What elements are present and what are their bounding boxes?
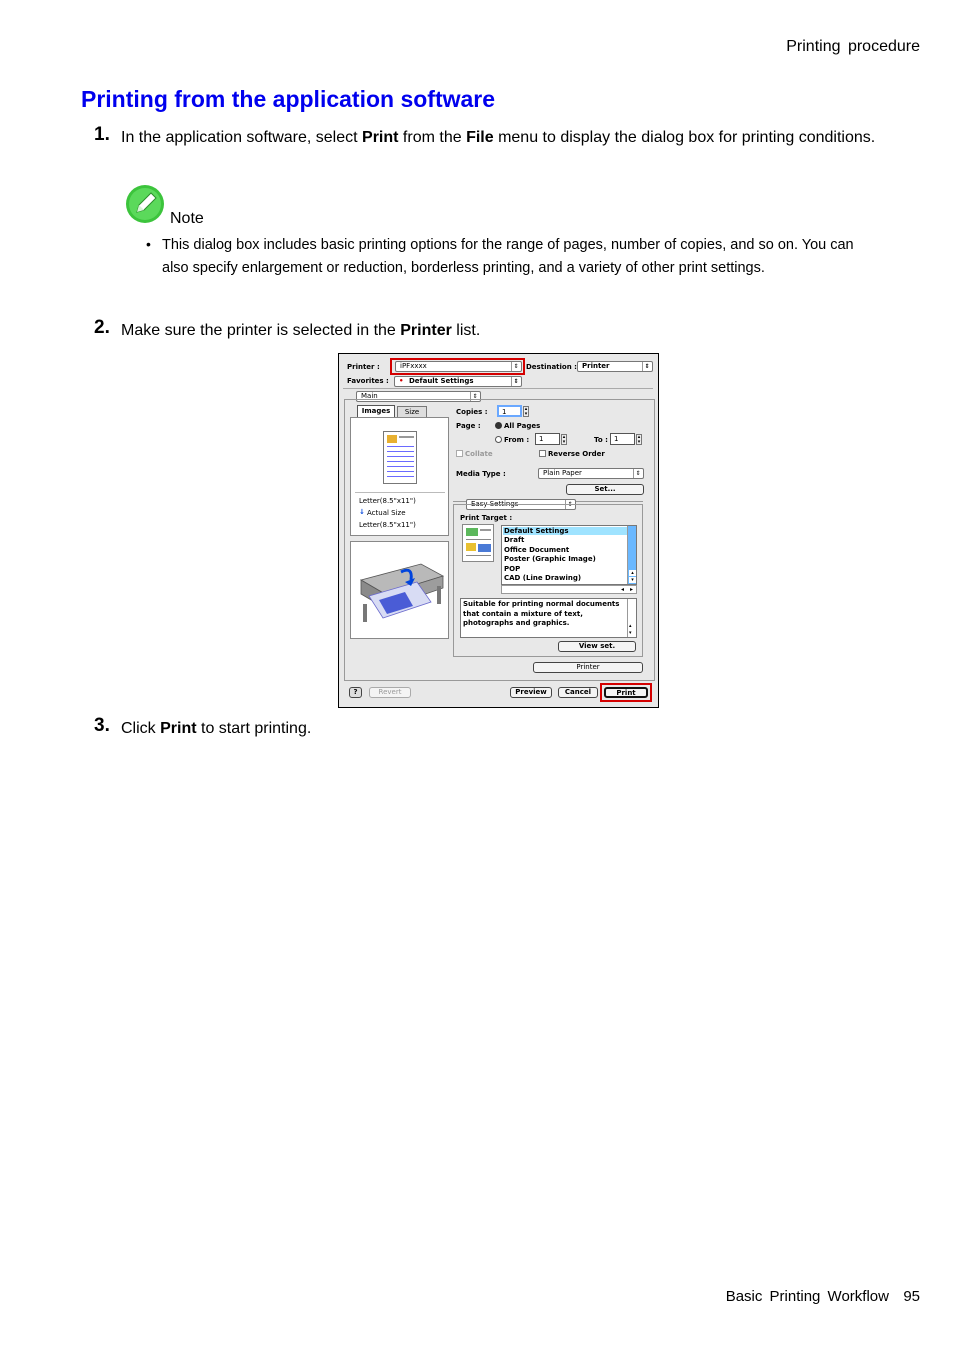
thumbnail-line bbox=[480, 529, 491, 531]
divider bbox=[343, 388, 653, 389]
all-pages-radio[interactable] bbox=[495, 422, 502, 429]
note-text: This dialog box includes basic printing options for the range of pages, number of copies, and so on. You can also specify enlargement or reduction, borderless printing, and a variety of other print settings. bbox=[162, 237, 854, 276]
media-type-select[interactable]: Plain Paper ⇕ bbox=[538, 468, 644, 479]
preview-button[interactable]: Preview bbox=[510, 687, 552, 698]
printer-illustration-panel bbox=[350, 541, 449, 639]
thumbnail-line bbox=[387, 456, 414, 457]
thumbnail-line bbox=[387, 461, 414, 462]
arrow-down-icon: ↓ bbox=[359, 508, 365, 516]
note-label: Note bbox=[170, 210, 204, 227]
panel-select[interactable]: Main ⇕ bbox=[356, 391, 481, 402]
list-item[interactable]: Poster (Graphic Image) bbox=[504, 555, 596, 563]
popup-arrows-icon: ⇕ bbox=[511, 362, 520, 371]
easy-settings-select[interactable]: Easy Settings ⇕ bbox=[466, 499, 576, 510]
running-header: Printing procedure bbox=[786, 38, 920, 55]
favorites-select[interactable]: • Default Settings ⇕ bbox=[394, 376, 522, 387]
reverse-order-checkbox[interactable] bbox=[539, 450, 546, 457]
cancel-button[interactable]: Cancel bbox=[558, 687, 598, 698]
copies-field[interactable]: 1 bbox=[497, 405, 522, 417]
all-pages-label: All Pages bbox=[504, 422, 541, 430]
copies-label: Copies : bbox=[456, 408, 488, 416]
page-preview-panel bbox=[350, 417, 449, 536]
print-dialog bbox=[338, 353, 659, 708]
print-target-label: Print Target : bbox=[460, 514, 513, 522]
print-button[interactable]: Print bbox=[604, 687, 648, 698]
destination-label: Destination : bbox=[526, 363, 577, 371]
note-bullet: • bbox=[146, 236, 151, 252]
step-2-number: 2. bbox=[94, 317, 110, 338]
list-scrollbar[interactable]: ▴ ▾ bbox=[627, 526, 636, 584]
destination-select[interactable]: Printer ⇕ bbox=[577, 361, 653, 372]
print-target-list[interactable] bbox=[501, 525, 637, 585]
favorite-dot-icon: • bbox=[399, 377, 404, 385]
output-size-line: Letter(8.5"x11") bbox=[359, 521, 416, 529]
thumbnail-line bbox=[387, 451, 414, 452]
thumbnail-image-icon bbox=[387, 435, 397, 443]
print-target-image-icon bbox=[462, 524, 494, 562]
step-2-text: Make sure the printer is selected in the Printer list. bbox=[121, 322, 481, 339]
thumbnail-line bbox=[387, 476, 414, 477]
set-button[interactable]: Set... bbox=[566, 484, 644, 495]
from-stepper[interactable]: ▴ ▾ bbox=[562, 434, 566, 445]
from-field[interactable]: 1 bbox=[535, 433, 560, 445]
printer-illustration-icon bbox=[351, 542, 448, 638]
help-button[interactable]: ? bbox=[349, 687, 362, 698]
to-label: To : bbox=[594, 436, 608, 444]
list-item[interactable]: POP bbox=[504, 565, 521, 573]
revert-button[interactable]: Revert bbox=[369, 687, 411, 698]
printer-highlight-box bbox=[390, 358, 525, 375]
collate-checkbox[interactable] bbox=[456, 450, 463, 457]
thumbnail-line bbox=[399, 436, 414, 438]
thumb-photo bbox=[466, 528, 478, 536]
popup-arrows-icon: ⇕ bbox=[633, 469, 642, 478]
divider bbox=[355, 492, 445, 493]
to-stepper[interactable]: ▴ ▾ bbox=[637, 434, 641, 445]
section-title: Printing from the application software bbox=[81, 86, 496, 112]
description-scrollbar[interactable]: ▴ ▾ bbox=[627, 599, 636, 637]
collate-label: Collate bbox=[465, 450, 493, 458]
tab-images[interactable]: Images bbox=[357, 405, 395, 417]
scroll-right-icon: ▸ bbox=[629, 586, 633, 593]
reverse-order-label: Reverse Order bbox=[548, 450, 605, 458]
popup-arrows-icon: ⇕ bbox=[470, 392, 479, 401]
description-box bbox=[460, 598, 637, 638]
paper-size-line: Letter(8.5"x11") bbox=[359, 497, 416, 505]
thumb-photo bbox=[478, 544, 491, 552]
list-item[interactable]: CAD (Line Drawing) bbox=[504, 574, 582, 582]
print-highlight-box bbox=[600, 683, 652, 702]
description-text: Suitable for printing normal documents that contain a mixture of text, photographs and graphics. bbox=[463, 600, 620, 627]
note-pencil-icon bbox=[125, 184, 165, 224]
scroll-left-icon: ◂ bbox=[620, 586, 624, 593]
thumbnail-line bbox=[387, 471, 414, 472]
thumbnail-line bbox=[466, 555, 491, 556]
printer-button[interactable]: Printer bbox=[533, 662, 643, 673]
page-thumbnail bbox=[383, 431, 417, 484]
thumbnail-line bbox=[466, 539, 491, 540]
page-label: Page : bbox=[456, 422, 481, 430]
from-label: From : bbox=[504, 436, 530, 444]
popup-arrows-icon: ⇕ bbox=[511, 377, 520, 386]
thumbnail-line bbox=[387, 446, 414, 447]
list-hscrollbar[interactable] bbox=[501, 585, 637, 594]
copies-stepper[interactable]: ▴ ▾ bbox=[524, 406, 528, 417]
printer-label: Printer : bbox=[347, 363, 380, 371]
popup-arrows-icon: ⇕ bbox=[565, 500, 574, 509]
thumbnail-line bbox=[387, 466, 414, 467]
media-type-label: Media Type : bbox=[456, 470, 506, 478]
list-item[interactable]: Draft bbox=[504, 536, 525, 544]
tab-size[interactable]: Size bbox=[397, 406, 427, 417]
list-item-selected[interactable]: Default Settings bbox=[503, 527, 627, 535]
step-1-number: 1. bbox=[94, 124, 110, 145]
scale-line: ↓ Actual Size bbox=[359, 508, 406, 517]
list-item[interactable]: Office Document bbox=[504, 546, 570, 554]
step-3-text: Click Print to start printing. bbox=[121, 720, 312, 737]
step-3-number: 3. bbox=[94, 715, 110, 736]
view-set-button[interactable]: View set. bbox=[558, 641, 636, 652]
favorites-label: Favorites : bbox=[347, 377, 389, 385]
popup-arrows-icon: ⇕ bbox=[642, 362, 651, 371]
to-field[interactable]: 1 bbox=[610, 433, 635, 445]
thumb-photo bbox=[466, 543, 476, 551]
from-radio[interactable] bbox=[495, 436, 502, 443]
step-1-text: In the application software, select Print from the File menu to display the dialog box for printing conditions. bbox=[121, 129, 876, 146]
printer-select[interactable]: iPFxxxx ⇕ bbox=[395, 361, 522, 372]
running-footer: Basic Printing Workflow 95 bbox=[725, 1288, 920, 1305]
